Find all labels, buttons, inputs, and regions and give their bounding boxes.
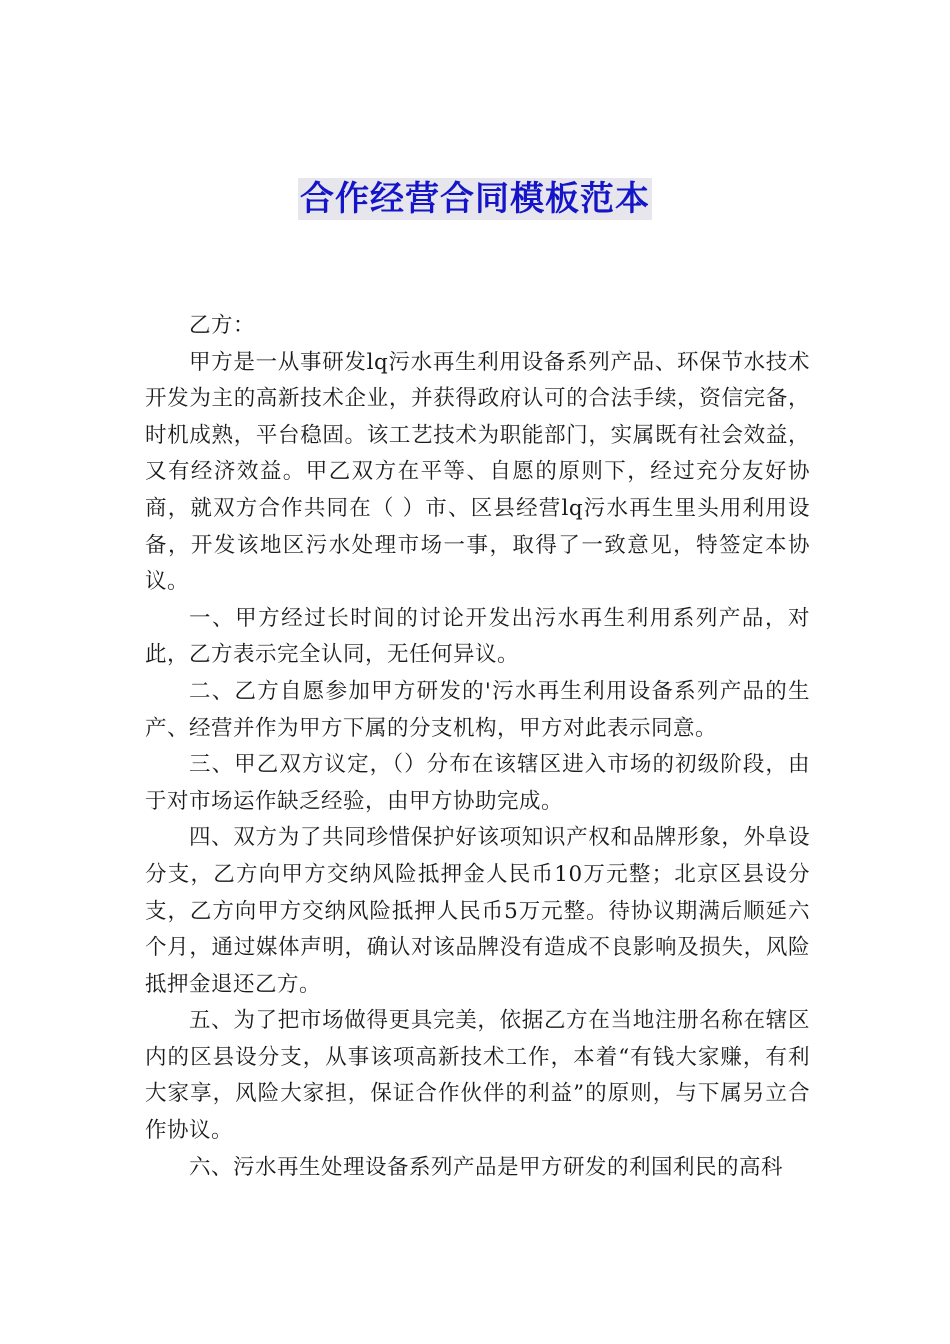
title-container	[0, 178, 950, 220]
document-body	[145, 308, 810, 1186]
document-title: 合作经营合同模板范本	[300, 179, 650, 219]
clause-5: 五、为了把市场做得更具完美，依据乙方在当地注册名称在辖区内的区县设分支，从事该项高新技术工作，本着“有钱大家赚，有利大家享，风险大家担，保证合作伙伴的利益”的原则，与下属另立合作协议。	[145, 1008, 810, 1144]
clause-3: 三、甲乙双方议定，（）分布在该辖区进入市场的初级阶段，由于对市场运作缺乏经验，由甲方协助完成。	[145, 752, 810, 814]
clause-4: 四、双方为了共同珍惜保护好该项知识产权和品牌形象，外阜设分支，乙方向甲方交纳风险抵押金人民币10万元整；北京区县设分支，乙方向甲方交纳风险抵押人民币5万元整。待协议期满后顺延六个月，通过媒体声明，确认对该品牌没有造成不良影响及损失，风险抵押金退还乙方。	[145, 825, 810, 997]
clause-6: 六、污水再生处理设备系列产品是甲方研发的利国利民的高科	[189, 1154, 784, 1180]
intro-paragraph: 甲方是一从事研发lq污水再生利用设备系列产品、环保节水技术开发为主的高新技术企业，并获得政府认可的合法手续，资信完备，时机成熟，平台稳固。该工艺技术为职能部门，实属既有社会效益，又有经济效益。甲乙双方在平等、自愿的原则下，经过充分友好协商，就双方合作共同在（ ）市、区县经营lq污水再生里头用利用设备，开发该地区污水处理市场一事，取得了一致意见，特签定本协议。	[145, 349, 810, 595]
clause-1: 一、甲方经过长时间的讨论开发出污水再生利用系列产品，对此，乙方表示完全认同，无任何异议。	[145, 605, 810, 668]
party-b-label: 乙方：	[189, 313, 256, 338]
clause-2: 二、乙方自愿参加甲方研发的'污水再生利用设备系列产品的生产、经营并作为甲方下属的分支机构，甲方对此表示同意。	[145, 678, 810, 741]
